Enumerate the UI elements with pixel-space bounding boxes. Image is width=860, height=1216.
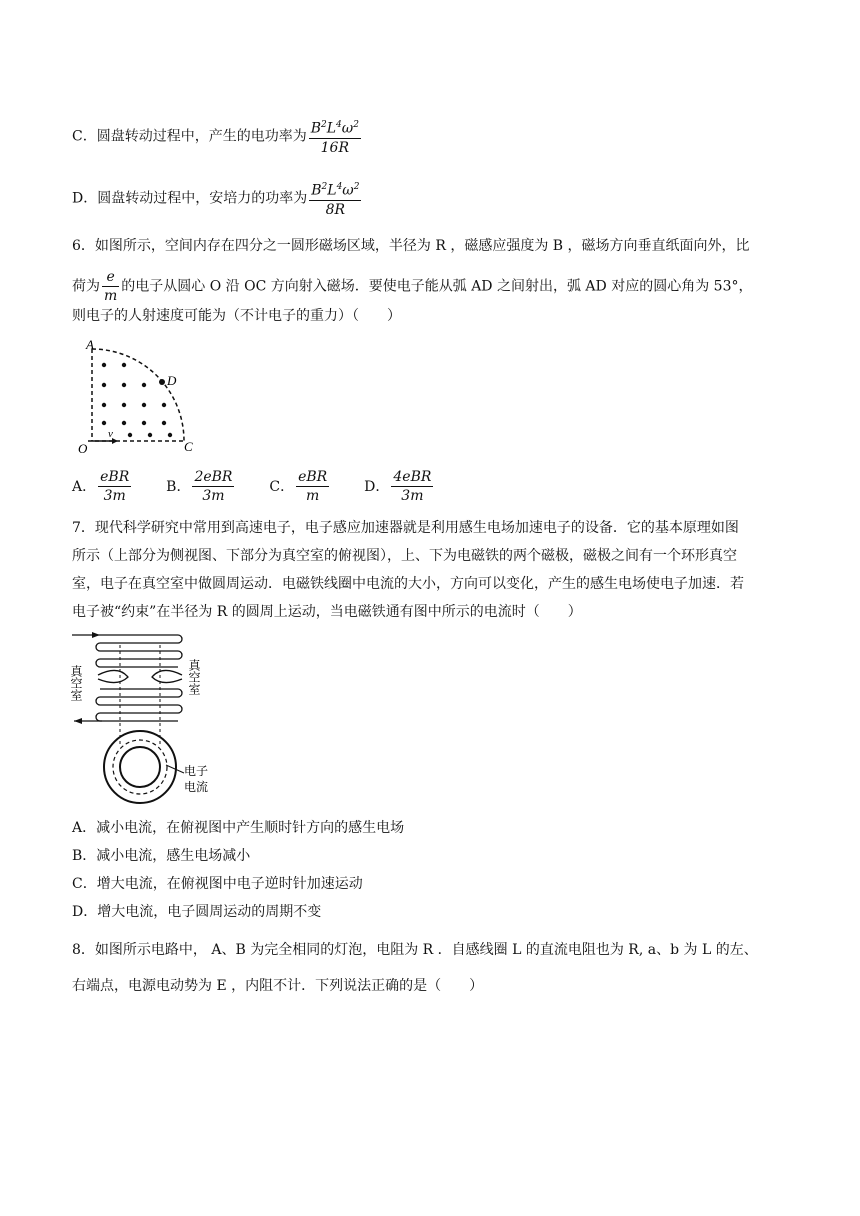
q8-stem-line2: 右端点，电源电动势为 E ，内阻不计．下列说法正确的是（ ） [72,978,484,994]
q7-option-c: C．增大电流，在俯视图中电子逆时针加速运动 [72,876,363,892]
q7-betatron-figure [70,625,230,810]
q6-option-c: C． $\frac{\text{eBR}}{m}$ [269,469,328,504]
q7-label-electron: 电子 [184,764,209,778]
q7-stem-line4: 电子被“约束”在半径为 R 的圆周上运动，当电磁铁通有图中所示的电流时（ ） [72,604,582,620]
q5-option-d: D．圆盘转动过程中，安培力的功率为 $\frac{B^2L^4\omega^2}{8R}$ [72,178,363,219]
q5-option-c: C．圆盘转动过程中，产生的电功率为 $\frac{B^2L^4\omega^2}{16R}$ [72,116,363,157]
q5-option-c-fraction: $\frac{B^2L^4\omega^2}{16R}$ [309,116,361,157]
q6-option-b: B． $\frac{\text{2eBR}}{3m}$ [166,469,233,504]
q7-label-vacuum-left: 真空室 [70,665,83,701]
q6-stem-line3: 则电子的人射速度可能为（不计电子的重力）（ ） [72,308,401,324]
q7-stem-line2: 所示（上部分为侧视图、下部分为真空室的俯视图），上、下为电磁铁的两个磁极，磁极之间有一个环形真空 [72,548,737,564]
q6-stem-line2: 荷为 $\frac{e}{m}$ 的电子从圆心 O 沿 OC 方向射入磁场．要使电子能从弧 AD 之间射出，弧 AD 对应的圆心角为 53°， [72,269,753,304]
q8-stem-line1: 8．如图所示电路中， A、B 为完全相同的灯泡，电阻为 R ．自感线圈 L 的直流电阻也为 R, a、b 为 L 的左、 [72,942,758,958]
q7-option-d: D．增大电流，电子圆周运动的周期不变 [72,904,322,920]
q6-label-d: D [167,373,177,388]
q7-label-current: 电流 [184,780,209,794]
q6-label-o: O [78,441,88,455]
q6-label-a: A [86,337,94,352]
q6-magnetic-field-figure [72,335,202,455]
q7-stem-line1: 7．现代科学研究中常用到高速电子，电子感应加速器就是利用感生电场加速电子的设备．它的基本原理如图 [72,520,739,536]
q7-option-a: A．减小电流，在俯视图中产生顺时针方向的感生电场 [72,820,405,836]
q6-option-d: D． $\frac{\text{4eBR}}{3m}$ [364,469,432,504]
q6-stem-line1: 6．如图所示，空间内存在四分之一圆形磁场区域，半径为 R ，磁感应强度为 B ，磁场方向垂直纸面向外，比 [72,238,750,254]
q5-option-d-fraction: $\frac{B^2L^4\omega^2}{8R}$ [309,178,361,219]
q7-option-b: B．减小电流，感生电场减小 [72,848,251,864]
q6-options [72,468,435,505]
q7-stem-line3: 室，电子在真空室中做圆周运动．电磁铁线圈中电流的大小，方向可以变化，产生的感生电场使电子加速．若 [72,576,744,592]
q6-label-c: C [184,439,193,454]
q6-label-v: v [108,428,113,440]
q7-label-vacuum-right: 真空室 [187,659,201,695]
q6-option-a: A． $\frac{\text{eBR}}{3m}$ [72,469,130,504]
q6-charge-mass-fraction: $\frac{e}{m}$ [104,269,118,304]
